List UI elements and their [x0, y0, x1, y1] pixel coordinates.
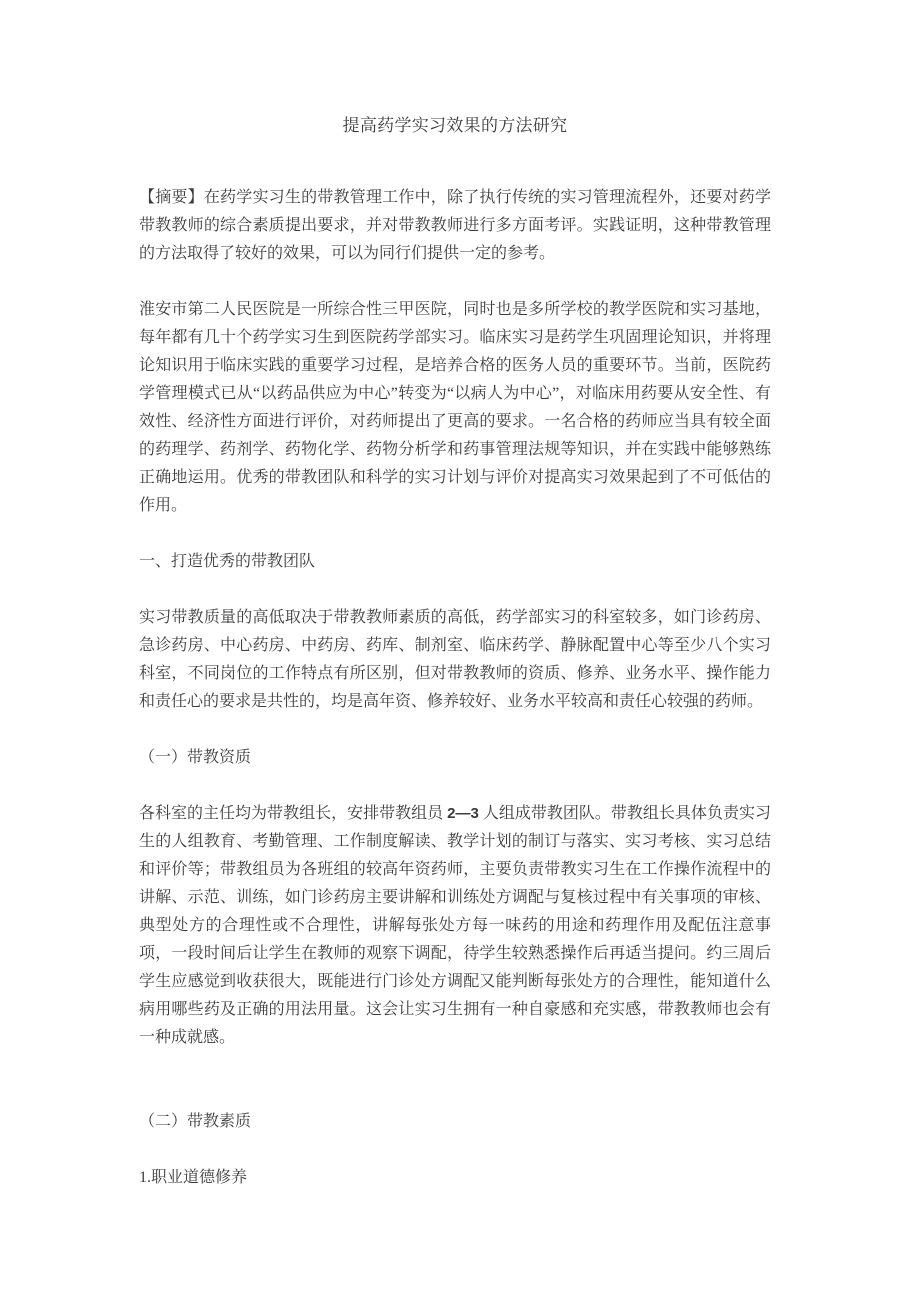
subsection-1-heading: （一）带教资质 [139, 749, 252, 766]
section-1-heading: 一、打造优秀的带教团队 [139, 553, 316, 570]
intro-paragraph: 淮安市第二人民医院是一所综合性三甲医院，同时也是多所学校的教学医院和实习基地，每年都有几十个药学实习生到医院药学部实习。临床实习是药学生巩固理论知识，并将理论知识用于临床实践的重要学习过程，是培养合格的医务人员的重要环节。当前，医院药学管理模式已从“以药品供应为中心”转变为“以病人为中心”，对临床用药要从安全性、有效性、经济性方面进行评价，对药师提出了更高的要求。一名合格的药师应当具有较全面的药理学、药剂学、药物化学、药物分析学和药事管理法规等知识，并在实践中能够熟练正确地运用。优秀的带教团队和科学的实习计划与评价对提高实习效果起到了不可低估的作用。 [139, 301, 771, 514]
abstract-paragraph: 【摘要】在药学实习生的带教管理工作中，除了执行传统的实习管理流程外，还要对药学带教教师的综合素质提出要求，并对带教教师进行多方面考评。实践证明，这种带教管理的方法取得了较好的效果，可以为同行们提供一定的参考。 [139, 189, 771, 262]
subsection-2-item-1: 1.职业道德修养 [139, 1169, 248, 1186]
section-1-paragraph: 实习带教质量的高低取决于带教教师素质的高低，药学部实习的科室较多，如门诊药房、急诊药房、中心药房、中药房、药库、制剂室、临床药学、静脉配置中心等至少八个实习科室，不同岗位的工作特点有所区别，但对带教教师的资质、修养、业务水平、操作能力和责任心的要求是共性的，均是高年资、修养较好、业务水平较高和责任心较强的药师。 [139, 609, 771, 710]
subsection-1-text-after: 人组成带教团队。带教组长具体负责实习生的人组教育、考勤管理、工作制度解读、教学计划的制订与落实、实习考核、实习总结和评价等；带教组员为各班组的较高年资药师，主要负责带教实习生在工作操作流程中的讲解、示范、训练，如门诊药房主要讲解和训练处方调配与复核过程中有关事项的审核、典型处方的合理性或不合理性，讲解每张处方每一味药的用途和药理作用及配伍注意事项，一段时间后让学生在教师的观察下调配，待学生较熟悉操作后再适当提问。约三周后学生应感觉到收获很大，既能进行门诊处方调配又能判断每张处方的合理性，能知道什么病用哪些药及正确的用法用量。这会让实习生拥有一种自豪感和充实感，带教教师也会有一种成就感。 [139, 805, 771, 1046]
document-title: 提高药学实习效果的方法研究 [342, 116, 568, 135]
subsection-1-paragraph [139, 800, 771, 1052]
subsection-2-heading: （二）带教素质 [139, 1113, 252, 1130]
subsection-1-text-before: 各科室的主任均为带教组长，安排带教组员 [139, 805, 448, 822]
group-member-count: 2—3 [447, 805, 479, 822]
